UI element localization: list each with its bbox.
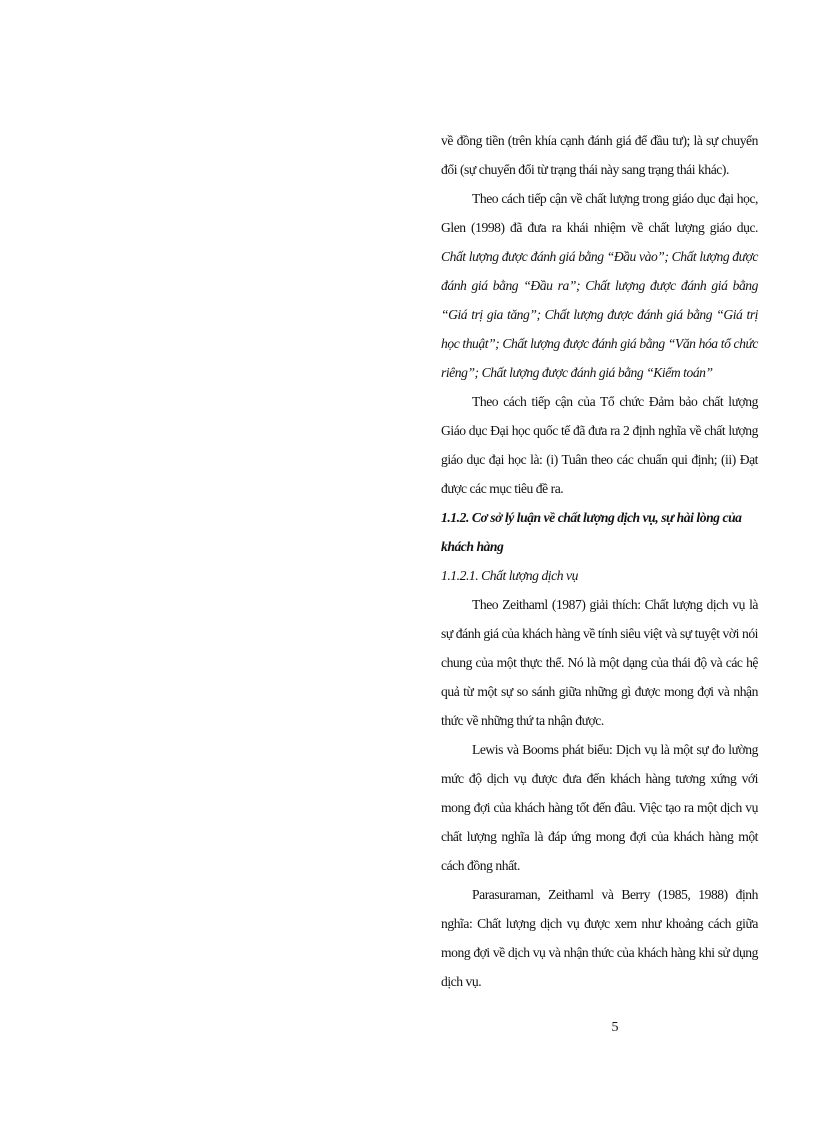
paragraph-parasuraman: Parasuraman, Zeithaml và Berry (1985, 1988) định nghĩa: Chất lượng dịch vụ được xem như khoảng cách giữa mong đợi về dịch vụ và nhận thức của khách hàng khi sử dụng dịch vụ. bbox=[441, 887, 758, 989]
glen-intro-text: Theo cách tiếp cận về chất lượng trong giáo dục đại học, Glen (1998) đã đưa ra khái nhiệm về chất lượng giáo dục. bbox=[441, 191, 758, 235]
glen-quality-criteria: Chất lượng được đánh giá bằng “Đầu vào”; Chất lượng được đánh giá bằng “Đầu ra”; Chất lượng được đánh giá bằng “Giá trị gia tăng”; Chất lượng được đánh giá bằng “Giá trị học thuật”; Chất lượng được đánh giá bằng “Văn hóa tổ chức riêng”; Chất lượng được đánh giá bằng “Kiểm toán” bbox=[441, 249, 758, 380]
paragraph-glen-quality bbox=[441, 184, 758, 387]
section-heading: 1.1.2. Cơ sở lý luận về chất lượng dịch vụ, sự hài lòng của khách hàng bbox=[441, 510, 742, 554]
paragraph-international-definition: Theo cách tiếp cận của Tổ chức Đảm bảo chất lượng Giáo dục Đại học quốc tế đã đưa ra 2 định nghĩa về chất lượng giáo dục đại học là: (i) Tuân theo các chuẩn qui định; (ii) Đạt được các mục tiêu đề ra. bbox=[441, 394, 758, 496]
subsection-heading: 1.1.2.1. Chất lượng dịch vụ bbox=[441, 568, 578, 583]
paragraph-continuation: về đồng tiền (trên khía cạnh đánh giá để đầu tư); là sự chuyển đổi (sự chuyển đổi từ trạng thái này sang trạng thái khác). bbox=[441, 133, 758, 177]
page-number: 5 bbox=[611, 1020, 619, 1035]
body-text bbox=[441, 126, 758, 996]
paragraph-zeithaml: Theo Zeithaml (1987) giải thích: Chất lượng dịch vụ là sự đánh giá của khách hàng về tính siêu việt và sự tuyệt vời nói chung của một thực thể. Nó là một dạng của thái độ và các hệ quả từ một sự so sánh giữa những gì được mong đợi và nhận thức về những thứ ta nhận được. bbox=[441, 597, 758, 728]
paragraph-lewis-booms: Lewis và Booms phát biểu: Dịch vụ là một sự đo lường mức độ dịch vụ được đưa đến khách hàng tương xứng với mong đợi của khách hàng tốt đến đâu. Việc tạo ra một dịch vụ chất lượng nghĩa là đáp ứng mong đợi của khách hàng một cách đồng nhất. bbox=[441, 742, 758, 873]
